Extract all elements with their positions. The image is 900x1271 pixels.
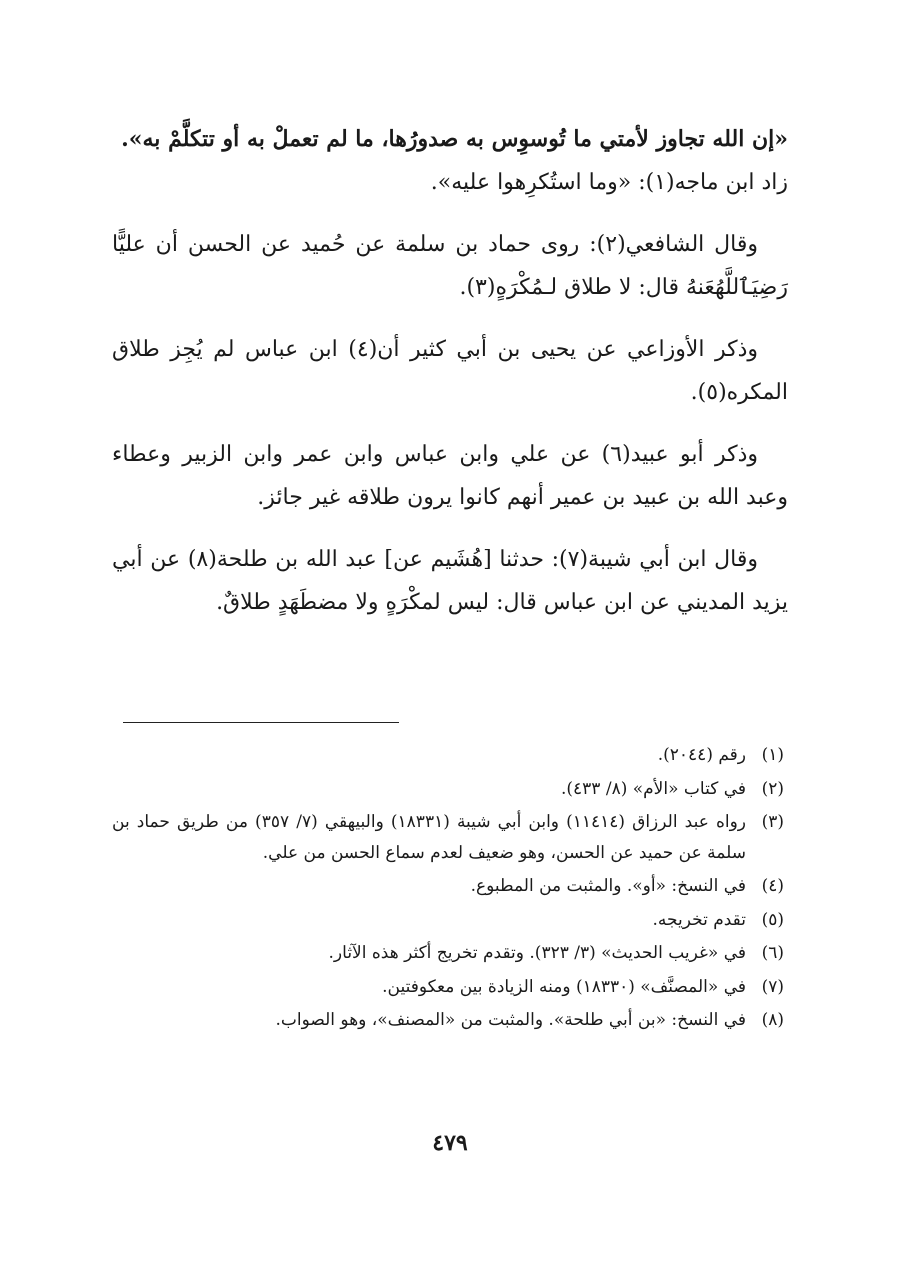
- footnote-item: [112, 1005, 784, 1036]
- footnote-number: (٢): [761, 778, 784, 799]
- footnote-number: (١): [761, 745, 784, 765]
- footnote-number: (٧): [761, 976, 784, 997]
- footnote-item: [112, 774, 784, 805]
- footnote-number: (٨): [761, 1010, 784, 1030]
- shafii-paragraph: وقال الشافعي(٢): روى حماد بن سلمة عن حُميد عن الحسن أن عليًّا رَضِيَٱللَّهُعَنهُ قال: لا طلاق لـمُكْرَهٍ(٣).: [112, 232, 788, 300]
- ibn-abi-shaybah-paragraph: وقال ابن أبي شيبة(٧): حدثنا [هُشَيم عن] عبد الله بن طلحة(٨) عن أبي يزيد المديني عن ابن عباس قال: ليس لمكْرَهٍ ولا مضطَهَدٍ طلاقٌ.: [112, 547, 788, 615]
- footnote-text: في كتاب «الأم» (٨/ ٤٣٣).: [560, 778, 746, 799]
- footnote-number: (٥): [761, 909, 784, 930]
- footnote-text: رقم (٢٠٤٤).: [657, 745, 746, 765]
- footnote-separator: [123, 722, 399, 723]
- main-text: [112, 118, 788, 643]
- footnote-item: [112, 807, 784, 868]
- footnote-item: [112, 871, 784, 902]
- footnote-text: في النسخ: «أو». والمثبت من المطبوع.: [470, 876, 746, 896]
- footnote-item: [112, 938, 784, 969]
- footnote-item: [112, 905, 784, 936]
- footnote-number: (٤): [761, 876, 784, 896]
- hadith-quote: «إن الله تجاوز لأمتي ما تُوسوِس به صدورُها، ما لم تعملْ به أو تتكلَّمْ به».: [121, 126, 788, 152]
- abu-ubaid-paragraph: وذكر أبو عبيد(٦) عن علي وابن عباس وابن عمر وابن الزبير وعطاء وعبد الله بن عبيد بن عمير أنهم كانوا يرون طلاقه غير جائز.: [112, 442, 788, 510]
- footnotes: [112, 740, 784, 1039]
- footnote-text: تقدم تخريجه.: [652, 909, 746, 930]
- footnote-number: (٦): [761, 943, 784, 963]
- page-number: ٤٧٩: [432, 1130, 468, 1156]
- footnote-item: [112, 972, 784, 1003]
- awzai-paragraph: وذكر الأوزاعي عن يحيى بن أبي كثير أن(٤) ابن عباس لم يُجِز طلاق المكره(٥).: [112, 337, 788, 405]
- footnote-item: [112, 740, 784, 771]
- footnote-text: في «المصنَّف» (١٨٣٣٠) ومنه الزيادة بين معكوفتين.: [382, 976, 746, 997]
- hadith-paragraph: [112, 118, 788, 204]
- footnote-number: (٣): [761, 812, 784, 832]
- ibn-majah-addition: زاد ابن ماجه(١): «وما استُكرِهوا عليه».: [430, 170, 788, 195]
- footnote-text: في «غريب الحديث» (٣/ ٣٢٣). وتقدم تخريج أكثر هذه الآثار.: [328, 943, 746, 963]
- footnote-text: في النسخ: «بن أبي طلحة». والمثبت من «المصنف»، وهو الصواب.: [275, 1010, 746, 1030]
- footnote-text: رواه عبد الرزاق (١١٤١٤) وابن أبي شيبة (١٨٣٣١) والبيهقي (٧/ ٣٥٧) من طريق حماد بن سلمة عن حميد عن الحسن، وهو ضعيف لعدم سماع الحسن من علي.: [112, 812, 747, 863]
